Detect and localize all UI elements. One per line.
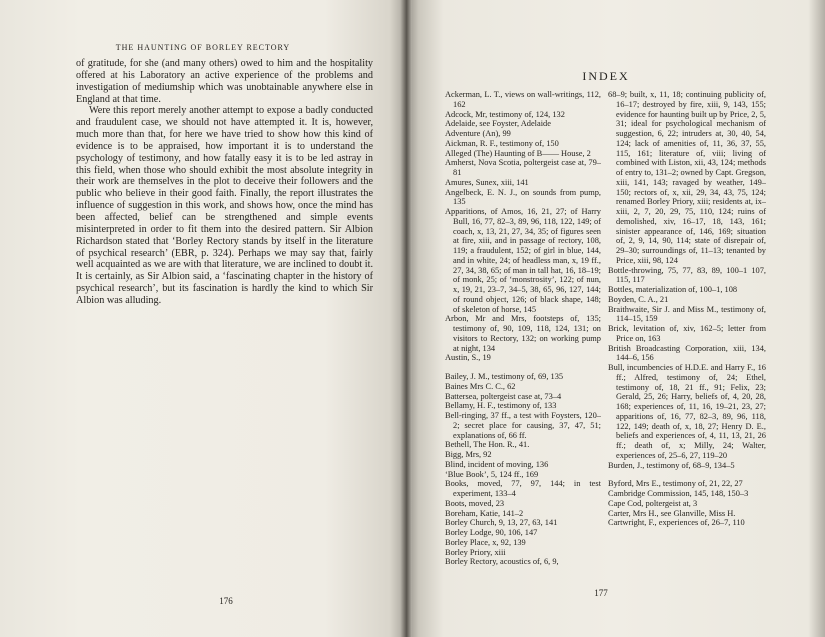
- index-heading: INDEX: [582, 69, 630, 83]
- index-entry: Alleged (The) Haunting of B—— House, 2: [445, 148, 591, 158]
- running-head: THE HAUNTING OF BORLEY RECTORY: [115, 43, 291, 52]
- index-entry: Bottle-throwing, 75, 77, 83, 89, 100–1 107, 115, 117: [608, 265, 766, 285]
- page-number-left: 176: [219, 596, 233, 606]
- index-entry: Carter, Mrs H., see Glanville, Miss H.: [608, 508, 736, 518]
- index-entry: Burden, J., testimony of, 68–9, 134–5: [608, 460, 735, 470]
- index-entry: Borley Rectory, acoustics of, 6, 9,: [445, 557, 559, 567]
- index-entry: Blind, incident of moving, 136: [445, 459, 549, 469]
- book-spine: [400, 0, 412, 637]
- page-number-right: 177: [594, 588, 608, 598]
- index-entry: Arbon, Mr and Mrs, footsteps of, 135; testimony of, 90, 109, 118, 124, 131; on visitors to Rectory, 132; on working pump at night, 134: [445, 314, 601, 353]
- index-entry: Cambridge Commission, 145, 148, 150–3: [608, 489, 749, 498]
- index-entry: Austin, S., 19: [445, 353, 491, 363]
- index-entry: Borley Place, x, 92, 139: [445, 537, 526, 547]
- index-entry: Brick, levitation of, xiv, 162–5; letter from Price on, 163: [608, 324, 766, 343]
- body-text: [76, 58, 373, 307]
- index-entry: Bottles, materialization of, 100–1, 108: [608, 285, 738, 294]
- paragraph: of gratitude, for she (and many others) owed to him and the hospitality offered at his Laboratory an active experience of the problems and investigation of mediumship which was unobtainable anywhere else in England at that time.: [76, 58, 373, 105]
- index-entry: Adventure (An), 99: [445, 129, 511, 138]
- index-entry: British Broadcasting Corporation, xiii, 134, 144–6, 156: [608, 343, 766, 363]
- index-entry: Cartwright, F., experiences of, 26–7, 110: [608, 518, 745, 528]
- index-entry: Bellamy, H. F., testimony of, 133: [445, 401, 557, 411]
- index-entry: Battersea, poltergeist case at, 73–4: [445, 391, 562, 401]
- index-entry: Bethell, The Hon. R., 41.: [445, 440, 530, 450]
- index-entry: Bell-ringing, 37 ff., a test with Foysters, 120–2; secret place for causing, 37, 47, 51; explanations of, 66 ff.: [445, 411, 601, 440]
- paragraph: Were this report merely another attempt to expose a badly conducted and fraudulent case, we should not have attempted it. It is, however, much more than that, for here we have tried to show how this kind of evidence is to be appraised, how important it is to understand the psychology of testimony, and how fatally easy it is to be led astray in this field, when those who should exhibit the most absolute integrity in their work are themselves in the plot to deceive their followers and the public who believe in their good faith. Finally, the report illustrates the influence of suggestion in this work, and shows how, once the mind has been affected, belief can be strengthened and simple events misinterpreted in order to fit them into the desired pattern. Sir Albion Richardson stated that ‘Borley Rectory stands by itself in the literature of psychical research’ (EBR, p. 324). Perhaps we may say that, fairly well acquainted as we are with that literature, we are inclined to doubt it. It is certainly, as Sir Albion said, a ‘fascinating chapter in the history of psychical research’, but its fascination is hardly the kind to which Sir Albion was alluding.: [76, 105, 373, 306]
- index-entry: Bigg, Mrs, 92: [445, 450, 492, 459]
- index-entry: Bailey, J. M., testimony of, 69, 135: [445, 372, 564, 381]
- index-entry: Adelaide, see Foyster, Adelaide: [445, 119, 551, 129]
- index-entry: Borley Lodge, 90, 106, 147: [445, 528, 538, 537]
- index-entry: Boreham, Katie, 141–2: [445, 508, 524, 518]
- index-entry: 68–9; built, x, 11, 18; continuing publicity of, 16–17; destroyed by fire, xiii, 9, 143, 155; evidence for haunting built up by Price, 2, 5, 31; ideal for psychological mechanism of suggestion, 6, 22; intruders at, 30, 40, 54, 124; lack of amenities of, 11, 36, 37, 55, 115, 161; literature of, viii; living of combined with Liston, xii, 43, 124; methods of entry to, 131–2; owned by Capt. Gregson, xiii, 141, 143; ravaged by weather, 149–150; rectors of, x, xii, 29, 34, 43, 75, 124; renamed Borley Priory, xiii; residents at, ix–xiii, 2, 7, 20, 29, 75, 110, 124; ruins of demolished, xiv, 16–17, 18, 143, 161; sinister appearance of, 146, 169; situation of, 2, 9, 14, 90, 114; state of disrepair of, 29–30; surroundings of, 11–13; tenanted by Price, xiii, 98, 124: [608, 90, 766, 265]
- index-column-1: [445, 90, 601, 567]
- index-entry: ‘Blue Book’, 5, 124 ff., 169: [445, 469, 539, 479]
- index-entry: Boots, moved, 23: [445, 498, 505, 508]
- index-entry: Ackerman, L. T., views on wall-writings, 112, 162: [445, 90, 601, 109]
- index-column-2: [608, 90, 766, 528]
- index-entry: Angelbeck, E. N. J., on sounds from pump, 135: [445, 187, 601, 207]
- index-entry: Aickman, R. F., testimony of, 150: [445, 138, 559, 148]
- index-entry: Braithwaite, Sir J. and Miss M., testimony of, 114–15, 159: [608, 304, 766, 324]
- index-entry: Borley Priory, xiii: [445, 547, 506, 557]
- index-entry: Baines Mrs C. C., 62: [445, 381, 516, 391]
- index-entry: Adcock, Mr, testimony of, 124, 132: [445, 109, 565, 119]
- index-entry: Amherst, Nova Scotia, poltergeist case at, 79–81: [445, 158, 601, 177]
- index-entry: Borley Church, 9, 13, 27, 63, 141: [445, 518, 558, 528]
- index-entry: Boyden, C. A., 21: [608, 294, 669, 304]
- left-page: [0, 0, 406, 637]
- index-entry: Books, moved, 77, 97, 144; in test experiment, 133–4: [445, 479, 601, 498]
- index-entry: Cape Cod, poltergeist at, 3: [608, 498, 698, 508]
- index-entry: Bull, incumbencies of H.D.E. and Harry F., 16 ff.; Alfred, testimony of, 24; Ethel, testimony of, 18, 21 ff., 91; Felix, 23; Gerald, 25, 26; Harry, beliefs of, 4, 20, 28, 168; experiences of, 11, 16, 19–21, 23, 27; apparitions of, 16, 77, 82–3, 89, 96, 118, 122, 149; death of, x, 18, 27; Henry D. E., beliefs and experiences of, 4, 11, 13, 21, 26 ff.; death of, x; Milly, 24; Walter, experiences of, 25–6, 27, 119–20: [608, 363, 766, 460]
- index-entry: Byford, Mrs E., testimony of, 21, 22, 27: [608, 479, 743, 489]
- index-entry: Apparitions, of Amos, 16, 21, 27; of Harry Bull, 16, 77, 82–3, 89, 96, 118, 122, 149; of coach, x, 13, 21, 27, 34, 35; of figures seen at fire, xiii, and in passage of rectory, 108, 119; a fraudulent, 152; of girl in blue, 144, and in white, 24; of headless man, x, 19 ff., 27, 34, 38, 65; of man in tall hat, 16, 18–19; of monk, 25; of ‘monstrosity’, 122; of nun, x, 19, 21, 23–7, 34–5, 38, 65, 96, 127, 144; of round object, 126; of black shape, 148; of skeleton of horse, 145: [445, 207, 601, 314]
- index-entry: Amures, Sunex, xiii, 141: [445, 177, 529, 187]
